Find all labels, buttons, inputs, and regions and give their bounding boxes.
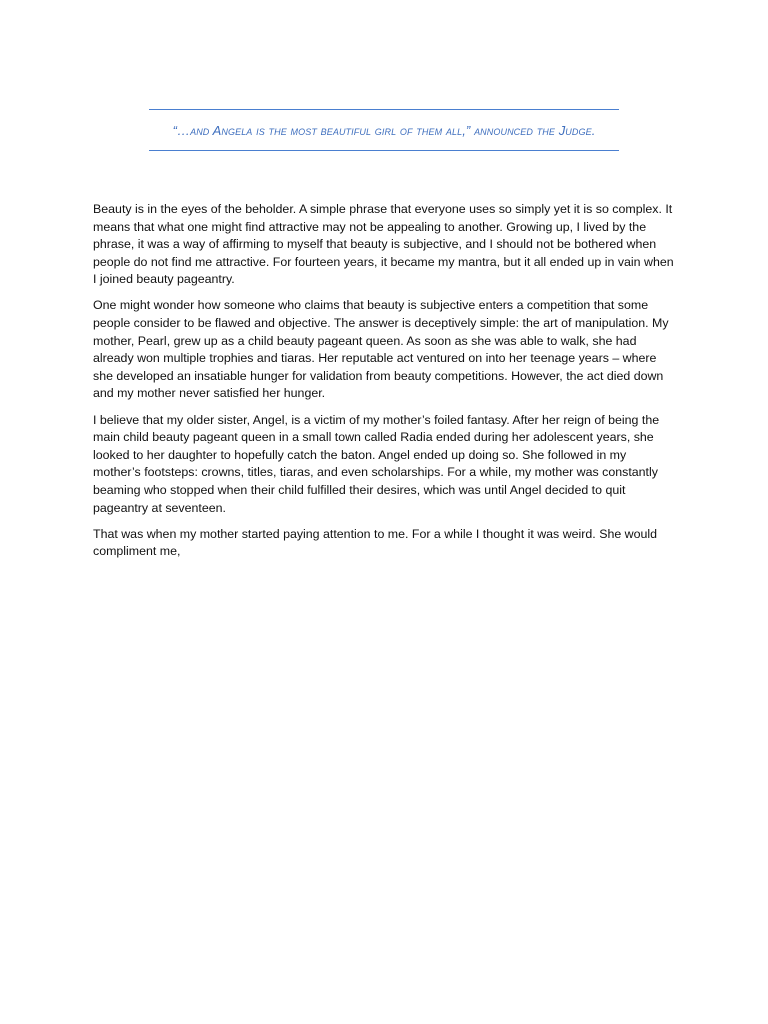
paragraph: That was when my mother started paying attention to me. For a while I thought it was weird. She would compliment me, [93,526,658,559]
paragraph: Beauty is in the eyes of the beholder. A simple phrase that everyone uses so simply yet it is so complex. It means that what one might find attractive may not be appealing to another. Growing up, I lived by the phrase, it was a way of affirming to myself that beauty is subjective, and I should not be bothered when people do not find me attractive. For fourteen years, it became my mantra, but it all ended up in vain when I joined beauty pageantry. [93,202,674,287]
epigraph-block [149,109,619,151]
paragraph: One might wonder how someone who claims that beauty is subjective enters a competition that some people consider to be flawed and objective. The answer is deceptively simple: the art of manipulation. My mother, Pearl, grew up as a child beauty pageant queen. As soon as she was able to walk, she had already won multiple trophies and tiaras. Her reputable act ventured on into her teenage years – where she developed an insatiable hunger for validation from beauty competitions. However, the act died down and my mother never satisfied her hunger. [93,298,669,401]
body-text [93,201,676,569]
epigraph-quote: “…and Angela is the most beautiful girl of them all,” announced the Judge. [172,122,596,138]
paragraph: I believe that my older sister, Angel, is a victim of my mother’s foiled fantasy. After her reign of being the main child beauty pageant queen in a small town called Radia ended during her adolescent years, she looked to her daughter to hopefully catch the baton. Angel ended up doing so. She followed in my mother’s footsteps: crowns, titles, tiaras, and even scholarships. For a while, my mother was constantly beaming who stopped when their child fulfilled their desires, which was until Angel decided to quit pageantry at seventeen. [93,412,660,515]
